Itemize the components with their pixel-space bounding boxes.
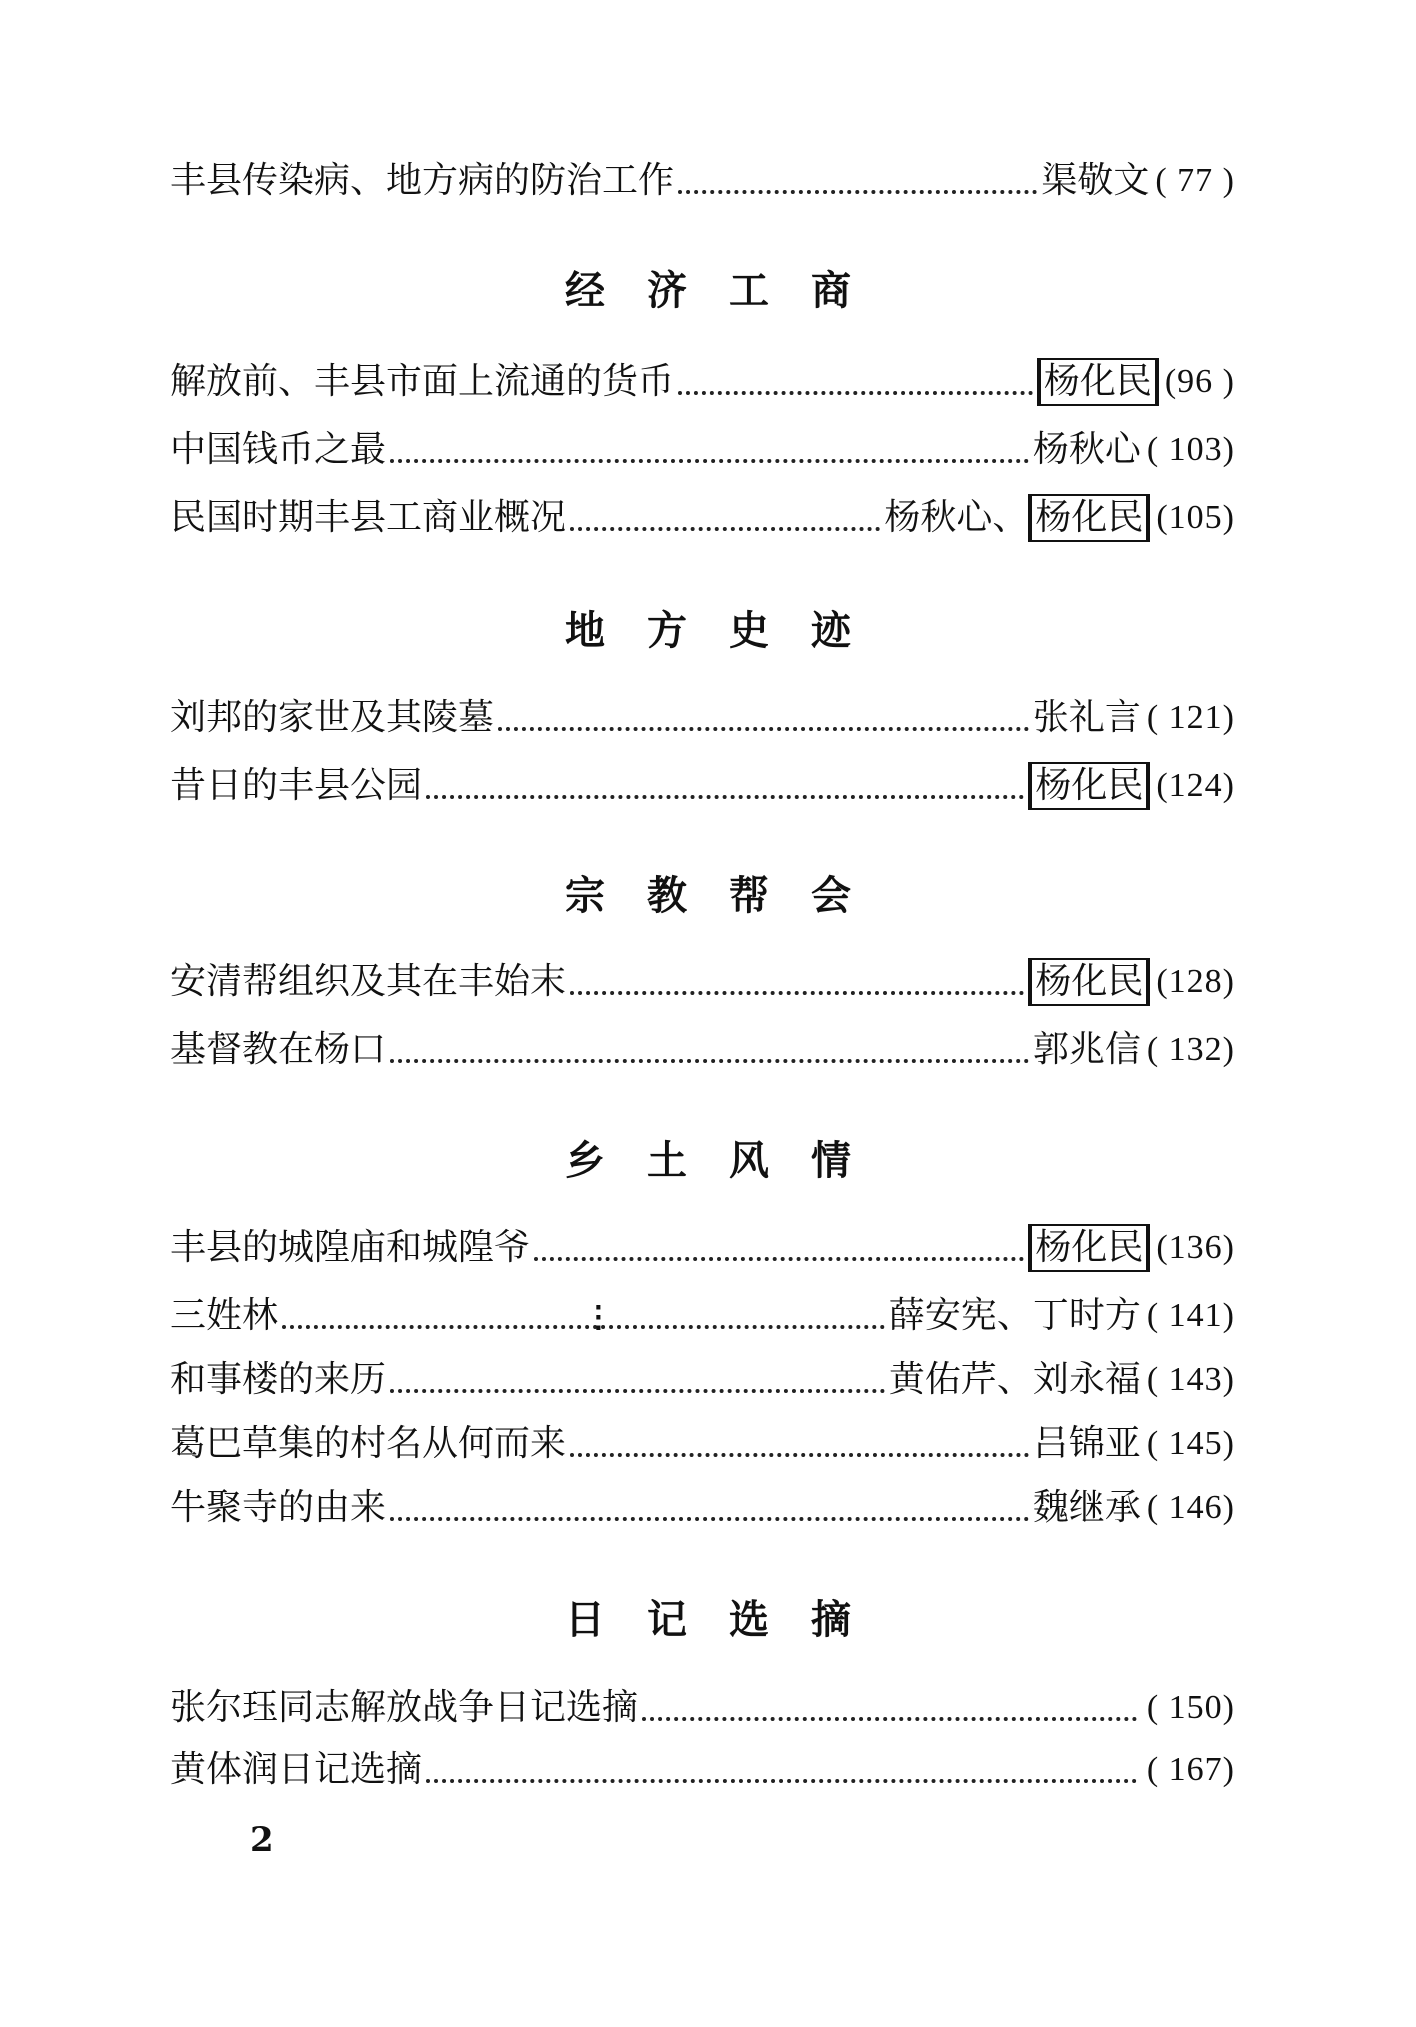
entry-author-boxed: 杨化民: [1037, 358, 1159, 406]
entry-title: 三姓林: [170, 1295, 279, 1336]
dot-leader: [390, 459, 1029, 463]
dot-leader: [390, 1059, 1029, 1063]
entry-page-number: (128): [1156, 963, 1235, 1000]
colon-mark: ⋮: [583, 1300, 614, 1335]
toc-entry[interactable]: [170, 1744, 1235, 1796]
toc-entry[interactable]: [170, 1290, 1235, 1342]
entry-author: 薛安宪、丁时方: [888, 1295, 1141, 1336]
entry-author: 吕锦亚: [1032, 1423, 1141, 1464]
dot-leader: [534, 1257, 1024, 1261]
section-heading: 乡土风情: [565, 1138, 893, 1184]
toc-entry[interactable]: [170, 956, 1235, 1008]
entry-author-boxed: 杨化民: [1028, 762, 1150, 810]
entry-page-number: ( 143): [1146, 1361, 1235, 1398]
entry-page-number: ( 167): [1146, 1751, 1235, 1788]
entry-page-number: ( 103): [1146, 431, 1235, 468]
toc-entry[interactable]: [170, 1222, 1235, 1274]
dot-leader: [282, 1300, 885, 1335]
entry-page-number: (124): [1156, 767, 1235, 804]
entry-page-number: (105): [1156, 499, 1235, 536]
section-heading: 日记选摘: [565, 1597, 893, 1643]
toc-entry[interactable]: [170, 1024, 1235, 1076]
entry-page-number: (96 ): [1164, 363, 1235, 400]
toc-entry[interactable]: [170, 356, 1235, 408]
entry-page-number: (136): [1156, 1229, 1235, 1266]
entry-title: 张尔珏同志解放战争日记选摘: [170, 1687, 639, 1728]
entry-author-boxed: 杨化民: [1028, 958, 1150, 1006]
entry-title: 解放前、丰县市面上流通的货币: [170, 361, 675, 402]
entry-page-number: ( 77 ): [1155, 162, 1235, 199]
toc-entry[interactable]: [170, 424, 1235, 476]
section-heading: 地方史迹: [565, 608, 893, 654]
toc-entry[interactable]: [170, 692, 1235, 744]
entry-title: 和事楼的来历: [170, 1359, 387, 1400]
toc-entry[interactable]: [170, 1482, 1235, 1534]
toc-entry[interactable]: [170, 1354, 1235, 1406]
entry-author: 郭兆信: [1032, 1029, 1141, 1070]
dot-leader: [570, 991, 1024, 995]
toc-entry[interactable]: [170, 1682, 1235, 1734]
entry-page-number: ( 145): [1146, 1425, 1235, 1462]
entry-author: 魏继承: [1032, 1487, 1141, 1528]
entry-title: 黄体润日记选摘: [170, 1749, 423, 1790]
entry-title: 葛巴草集的村名从何而来: [170, 1423, 567, 1464]
section-heading: 宗教帮会: [565, 873, 893, 919]
entry-title: 牛聚寺的由来: [170, 1487, 387, 1528]
entry-page-number: ( 132): [1146, 1031, 1235, 1068]
dot-leader: [390, 1517, 1029, 1521]
dot-leader: [426, 1779, 1137, 1783]
dot-leader: [426, 795, 1024, 799]
entry-author: 黄佑芹、刘永福: [888, 1359, 1141, 1400]
entry-author: 渠敬文: [1041, 160, 1150, 201]
toc-entry[interactable]: [170, 1418, 1235, 1470]
entry-title: 刘邦的家世及其陵墓: [170, 697, 495, 738]
entry-title: 基督教在杨口: [170, 1029, 387, 1070]
entry-page-number: ( 150): [1146, 1689, 1235, 1726]
entry-page-number: ( 121): [1146, 699, 1235, 736]
toc-entry[interactable]: [170, 155, 1235, 207]
dot-leader: [498, 727, 1029, 731]
section-heading: 经济工商: [565, 268, 893, 314]
entry-author-boxed: 杨化民: [1028, 494, 1150, 542]
entry-page-number: ( 146): [1146, 1489, 1235, 1526]
dot-leader: [678, 190, 1037, 194]
entry-title: 丰县的城隍庙和城隍爷: [170, 1227, 531, 1268]
dot-leader: [678, 391, 1033, 395]
dot-leader: [642, 1717, 1137, 1721]
toc-entry[interactable]: [170, 492, 1235, 544]
dot-leader: [570, 527, 880, 531]
dot-leader: [390, 1389, 885, 1393]
entry-title: 丰县传染病、地方病的防治工作: [170, 160, 675, 201]
toc-entry[interactable]: [170, 760, 1235, 812]
page-number: 2: [250, 1820, 274, 1860]
entry-title: 中国钱币之最: [170, 429, 387, 470]
entry-author: 杨秋心: [1032, 429, 1141, 470]
entry-title: 安清帮组织及其在丰始末: [170, 961, 567, 1002]
entry-page-number: ( 141): [1146, 1297, 1235, 1334]
entry-author: 张礼言: [1032, 697, 1141, 738]
entry-author-boxed: 杨化民: [1028, 1224, 1150, 1272]
dot-leader: [570, 1453, 1029, 1457]
entry-title: 民国时期丰县工商业概况: [170, 497, 567, 538]
entry-title: 昔日的丰县公园: [170, 765, 423, 806]
entry-author: 杨秋心、: [884, 497, 1029, 538]
